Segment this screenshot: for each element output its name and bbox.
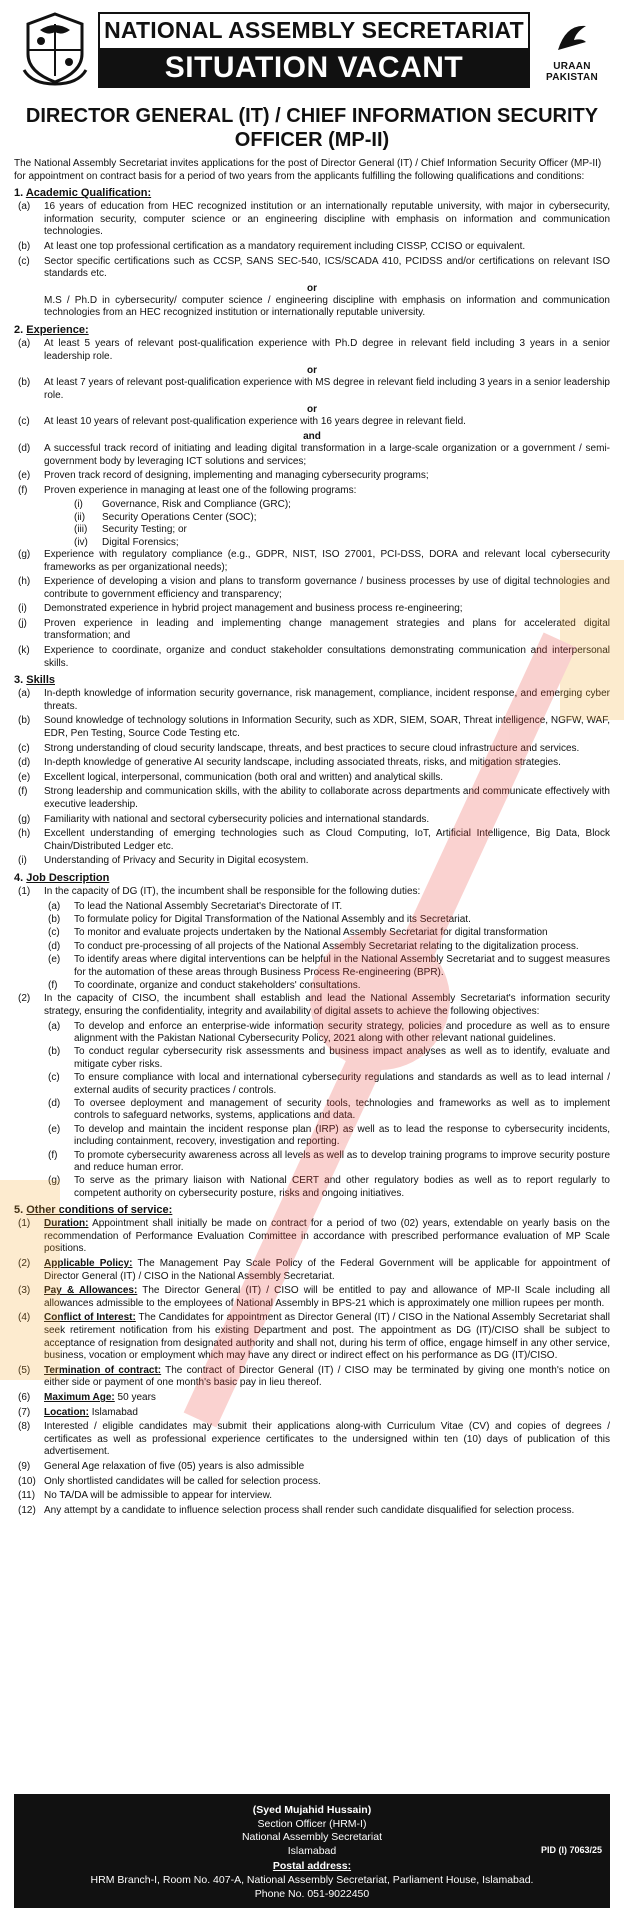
ad-footer	[14, 1794, 610, 1908]
sub-item-text: To oversee deployment and management of security tools, technologies and frameworks as well as to implement controls to safeguard networks, systems, applications and data.	[74, 1098, 610, 1122]
condition-label: Maximum Age:	[44, 1392, 115, 1403]
sub-item-text: To formulate policy for Digital Transformation of the National Assembly and its Secretariat.	[74, 913, 471, 925]
sub-item-text: To monitor and evaluate projects undertaken by the National Assembly Secretariat for digital transformation	[74, 927, 548, 939]
or-separator: or	[307, 365, 317, 377]
item-text: Proven experience in managing at least one of the following programs:	[44, 484, 357, 496]
condition-text: The Candidates for appointment as Director General (IT) / CISO in the National Assembly Secretariat shall seek retirement notification from his existing Department and post. The appointment as DG (IT)/CISO shall be subject to acceptance of resignation from designated authority and shall not, during his term of office, engage himself in any other service, business, vocation or employment which may have any direct or indirect effect on his performance as DG (IT)/CISO.	[44, 1312, 610, 1362]
sub-item: (a) To develop and enforce an enterprise-wide information security strategy, policies and procedure as well as to ensure alignment with the Pakistan National Cybersecurity Policy, 2021 along with other relevant national guidelines.	[48, 1020, 610, 1044]
section-skills	[14, 674, 610, 686]
pid-number: PID (I) 7063/25	[540, 1845, 602, 1855]
condition-label: Duration:	[44, 1218, 89, 1230]
list-item: (10) Only shortlisted candidates will be called for selection process.	[14, 1476, 610, 1489]
sub-item: (b) To conduct regular cybersecurity risk assessments and business impact analyses as well as to identify, evaluate and mitigate cyber risks.	[48, 1046, 610, 1070]
sub-item: (c) To ensure compliance with local and international cybersecurity regulations and standards as well as to lead internal / external audits of security practices / controls.	[48, 1072, 610, 1096]
signatory-city: Islamabad	[287, 1844, 337, 1857]
list-item: (e) Proven track record of designing, implementing and managing cybersecurity programs;	[14, 470, 610, 483]
sub-item: (g) To serve as the primary liaison with National CERT and other regulatory bodies as well as to report regularly to competent authority on cybersecurity posture, risks and ongoing initiatives.	[48, 1175, 610, 1199]
sub-item-text: To promote cybersecurity awareness across all levels as well as to develop training programs to improve security posture and reduce human error.	[74, 1149, 610, 1174]
uraan-bird-icon	[552, 20, 592, 56]
condition-text: 50 years	[117, 1392, 156, 1403]
list-item: (g) Experience with regulatory compliance (e.g., GDPR, NIST, ISO 27001, PCI-DSS, DORA and relevant local cybersecurity frameworks as per organizational needs);	[18, 548, 610, 573]
signatory-name: (Syed Mujahid Hussain)	[252, 1804, 372, 1816]
item-text: Strong understanding of cloud security landscape, threats, and best practices to secure cloud infrastructure and services.	[44, 742, 580, 754]
item-text: Strong leadership and communication skills, with the ability to collaborate across departments and communicate effectively with executive leadership.	[44, 786, 610, 810]
list-item: (i) Understanding of Privacy and Security in Digital ecosystem.	[14, 855, 610, 868]
sub-item-text: To develop and enforce an enterprise-wide information security strategy, policies and procedure as well as to ensure alignment with the Pakistan National Cybersecurity Policy, 2021 along with other relevant national guidelines.	[74, 1020, 610, 1044]
list-item: (k) Experience to coordinate, organize and conduct stakeholder consultations demonstrating communication and interpersonal skills.	[18, 645, 610, 669]
or-separator: or	[307, 404, 317, 416]
list-item: (h) Excellent understanding of emerging technologies such as Cloud Computing, IoT, Artificial Intelligence, Big Data, Block Chain/Distributed Ledger etc.	[18, 828, 610, 852]
sub-item: (f) To promote cybersecurity awareness across all levels as well as to develop training programs to improve security posture and reduce human error.	[48, 1149, 610, 1174]
section-number: 5.	[14, 1204, 24, 1217]
sub-item: (iv) Digital Forensics;	[74, 536, 179, 548]
postal-address-label: Postal address:	[272, 1860, 352, 1873]
section-job-description	[14, 872, 610, 884]
sub-item-text: Security Testing; or	[102, 524, 187, 536]
item-text: Proven track record of designing, implementing and managing cybersecurity programs;	[44, 470, 429, 482]
condition-text: The Director General (IT) / CISO will be entitled to pay and allowance of MP-II Scale including all allowances admissible to the employees of National Assembly in BPS-21 which is approximately one million rupees per month.	[44, 1285, 610, 1309]
condition-label: Pay & Allowances:	[44, 1285, 138, 1297]
condition-text: Appointment shall initially be made on contract for a period of two (02) years, extendable on yearly basis on the recommendation of Performance Evaluation Committee in accordance with prescribed performance evaluation of MP Scale positions.	[44, 1218, 610, 1255]
sub-item-text: To conduct pre-processing of all projects of the National Assembly Secretariat relating to the digitalization process.	[74, 940, 579, 952]
section-number: 4.	[14, 871, 24, 884]
item-text: Excellent logical, interpersonal, communication (both oral and written) and analytical skills.	[44, 771, 444, 783]
section-heading: Other conditions of service:	[26, 1204, 173, 1217]
item-text: Sound knowledge of technology solutions in Information Security, such as XDR, SIEM, SOAR, Threat intelligence, NGFW, WAF, EDR, Pen Testing, Source Code Testing etc.	[44, 715, 610, 740]
sub-item-text: Digital Forensics;	[102, 536, 179, 548]
list-item: (8) Interested / eligible candidates may submit their applications along-with Curriculum Vitae (CV) and copies of degrees / certificates as well as professional experience certificates to the undersigned within ten (10) days of publication of this advertisement.	[18, 1421, 610, 1458]
condition-text: No TA/DA will be admissible to appear for interview.	[44, 1490, 273, 1502]
condition-label: Termination of contract:	[44, 1364, 162, 1376]
list-item: (7) Location: Islamabad	[18, 1406, 138, 1418]
or-separator: or	[307, 282, 317, 294]
sub-item: (d) To oversee deployment and management of security tools, technologies and frameworks as well as to implement controls to safeguard networks, systems, applications and data.	[48, 1098, 610, 1122]
list-item: (4) Conflict of Interest: The Candidates for appointment as Director General (IT) / CISO in the National Assembly Secretariat shall seek retirement notification from his existing Department and post. The appointment as DG (IT)/CISO shall be subject to acceptance of resignation from designated authority and shall not, during his term of office, engage himself in any other service, business, vocation or employment which may have any direct or indirect effect on his performance as DG (IT)/CISO.	[18, 1312, 610, 1362]
list-item: (g) Familiarity with national and sectoral cybersecurity policies and international standards.	[14, 814, 610, 827]
list-item: (2) Applicable Policy: The Management Pay Scale Policy of the Federal Government will be applicable for appointment of Director General (IT) / CISO in the National Assembly Secretariat.	[18, 1258, 610, 1282]
condition-text: Any attempt by a candidate to influence selection process shall render such candidate disqualified for selection process.	[44, 1504, 575, 1516]
section-number: 2.	[14, 323, 24, 336]
list-item: (f) Proven experience in managing at least one of the following programs:	[14, 485, 610, 498]
item-text: Experience to coordinate, organize and conduct stakeholder consultations demonstrating communication and interpersonal skills.	[44, 645, 610, 669]
list-item: (d) A successful track record of initiating and leading digital transformation in a large-scale organization or a government / semi-government body by leveraging ICT solutions and services;	[18, 442, 610, 467]
item-text: Demonstrated experience in hybrid project management and business process re-engineering;	[44, 603, 463, 615]
item-text: Familiarity with national and sectoral cybersecurity policies and international standards.	[44, 813, 430, 825]
sub-item-text: Security Operations Center (SOC);	[102, 511, 257, 523]
sub-item-text: To lead the National Assembly Secretariat's Directorate of IT.	[74, 900, 343, 912]
ad-header	[14, 6, 610, 98]
condition-label: Conflict of Interest:	[44, 1312, 136, 1324]
list-item: (c) Sector specific certifications such as CCSP, SANS SEC-540, ICS/SCADA 410, PCIDSS and/or certifications on relevant ISO standards etc.	[18, 255, 610, 280]
item-text: In the capacity of CISO, the incumbent shall establish and lead the National Assembly Secretariat's information security strategy, ensuring the confidentiality, integrity and availability of digital assets to achieve the following objectives:	[44, 993, 610, 1017]
condition-text: The contract of Director General (IT) / CISO may be terminated by giving one month's notice on either side or payment of one month's basic pay in lieu thereof.	[44, 1364, 610, 1389]
list-item: (c) At least 10 years of relevant post-qualification experience with 16 years degree in relevant field.	[14, 416, 610, 429]
condition-text: Interested / eligible candidates may submit their applications along-with Curriculum Vitae (CV) and copies of degrees / certificates as well as professional experience certificates to the undersigned within ten (10) days of publication of this advertisement.	[44, 1421, 610, 1458]
item-text: A successful track record of initiating and leading digital transformation in a large-scale organization or a government / semi-government body by leveraging ICT solutions and services;	[44, 442, 610, 467]
list-item: (i) Demonstrated experience in hybrid project management and business process re-engineering;	[14, 603, 610, 616]
list-item: (c) Strong understanding of cloud security landscape, threats, and best practices to secure cloud infrastructure and services.	[14, 743, 610, 756]
item-text: At least 5 years of relevant post-qualification experience with Ph.D degree in relevant field including 3 years in a senior leadership role.	[44, 337, 610, 362]
item-text: Understanding of Privacy and Security in Digital ecosystem.	[44, 855, 309, 867]
list-item: (9) General Age relaxation of five (05) years is also admissible	[14, 1461, 610, 1474]
sub-item: (iii) Security Testing; or	[74, 524, 187, 536]
item-text: M.S / Ph.D in cybersecurity/ computer science / engineering discipline with emphasis on information and communication technologies from an HEC recognized institution or internationally reputable university.	[44, 294, 610, 319]
organization-name: NATIONAL ASSEMBLY SECRETARIAT	[98, 12, 530, 50]
section-other-conditions	[14, 1204, 610, 1216]
list-item: (e) Excellent logical, interpersonal, communication (both oral and written) and analytical skills.	[14, 772, 610, 785]
list-item: (j) Proven experience in leading and implementing change management strategies and plans for accelerated digital transformation; and	[18, 617, 610, 642]
sub-item-text: To identify areas where digital interventions can be helpful in the National Assembly Secretariat and to suggest measures for the automation of these areas through Business Process Re-engineering (BPR).	[74, 954, 610, 978]
condition-text: The Management Pay Scale Policy of the Federal Government will be applicable for appointment of Director General (IT) / CISO in the National Assembly Secretariat.	[44, 1258, 610, 1282]
item-text: Sector specific certifications such as CCSP, SANS SEC-540, ICS/SCADA 410, PCIDSS and/or certifications on relevant ISO standards etc.	[44, 255, 610, 280]
list-item: (2) In the capacity of CISO, the incumbent shall establish and lead the National Assembly Secretariat's information security strategy, ensuring the confidentiality, integrity and availability of digital assets to achieve the following objectives:	[18, 993, 610, 1017]
sub-item-text: To ensure compliance with local and international cybersecurity regulations and standards as well as to lead internal / external audits of security practices / controls.	[74, 1072, 610, 1096]
postal-address: HRM Branch-I, Room No. 407-A, National Assembly Secretariat, Parliament House, Islamabad.	[90, 1873, 534, 1886]
sub-item: (a) To lead the National Assembly Secretariat's Directorate of IT.	[48, 901, 610, 913]
list-item: (a) 16 years of education from HEC recognized institution or an internationally reputable university, with major in cybersecurity, information security, computer science or an engineering discipline with emphasis on information and communication technologies.	[18, 201, 610, 238]
item-text: In-depth knowledge of information security governance, risk management, compliance, incident response, and emerging cyber threats.	[44, 688, 610, 712]
sub-item-text: To coordinate, organize and conduct stakeholders' consultations.	[74, 980, 361, 991]
item-text: Experience with regulatory compliance (e.g., GDPR, NIST, ISO 27001, PCI-DSS, DORA and relevant local cybersecurity frameworks as per organizational needs);	[44, 548, 610, 573]
signatory-designation: Section Officer (HRM-I)	[257, 1817, 367, 1830]
sub-item: (e) To identify areas where digital interventions can be helpful in the National Assembly Secretariat and to suggest measures for the automation of these areas through Business Process Re-engineering (BPR).	[48, 954, 610, 978]
item-text: Excellent understanding of emerging technologies such as Cloud Computing, IoT, Artificial Intelligence, Big Data, Block Chain/Distributed Ledger etc.	[44, 828, 610, 852]
list-item: (1) In the capacity of DG (IT), the incumbent shall be responsible for the following duties:	[14, 886, 610, 899]
list-item: (1) Duration: Appointment shall initially be made on contract for a period of two (02) years, extendable on yearly basis on the recommendation of Performance Evaluation Committee in accordance with prescribed performance evaluation of MP Scale positions.	[18, 1218, 610, 1255]
section-heading: Skills	[26, 674, 55, 687]
item-text: In the capacity of DG (IT), the incumbent shall be responsible for the following duties:	[44, 885, 421, 897]
intro-paragraph: The National Assembly Secretariat invites applications for the post of Director General (IT) / Chief Information Security Officer (MP-II) for appointment on contract basis for a period of two years from the applicants fulfilling the following qualifications and conditions:	[14, 158, 602, 182]
condition-label: Location:	[44, 1406, 89, 1418]
sub-item-text: To serve as the primary liaison with National CERT and other regulatory bodies as well as to report regularly to competent authority on cybersecurity posture, risks and ongoing initiatives.	[74, 1175, 610, 1199]
sub-item: (d) To conduct pre-processing of all projects of the National Assembly Secretariat relating to the digitalization process.	[48, 941, 610, 953]
pakistan-emblem-icon	[20, 10, 90, 86]
condition-text: General Age relaxation of five (05) years is also admissible	[44, 1460, 305, 1472]
list-item: (b) At least 7 years of relevant post-qualification experience with MS degree in relevant field including 3 years in a senior leadership role.	[18, 377, 610, 401]
list-item: (a) At least 5 years of relevant post-qualification experience with Ph.D degree in relevant field including 3 years in a senior leadership role.	[18, 337, 610, 362]
condition-text: Islamabad	[91, 1406, 138, 1418]
sub-item: (f) To coordinate, organize and conduct stakeholders' consultations.	[48, 980, 610, 992]
list-item: (f) Strong leadership and communication skills, with the ability to collaborate across departments and communicate effectively with executive leadership.	[18, 786, 610, 810]
sub-item: (i) Governance, Risk and Compliance (GRC);	[74, 499, 291, 511]
section-heading: Academic Qualification:	[25, 187, 152, 200]
section-number: 1.	[14, 187, 24, 200]
list-item: (h) Experience of developing a vision and plans to transform governance / business processes by use of digital technologies and contribute to government efficiency and transparency;	[18, 576, 610, 600]
sub-item: (b) To formulate policy for Digital Transformation of the National Assembly and its Secretariat.	[48, 914, 610, 926]
item-text: At least 10 years of relevant post-qualification experience with 16 years degree in relevant field.	[44, 416, 466, 428]
list-item: (b) At least one top professional certification as a mandatory requirement including CISSP, CCISO or equivalent.	[14, 241, 610, 254]
signatory-office: National Assembly Secretariat	[241, 1831, 383, 1844]
sub-item-text: Governance, Risk and Compliance (GRC);	[102, 499, 291, 511]
sub-item-text: To develop and maintain the incident response plan (IRP) as well as to lead the response to cybersecurity incidents, including containment, recovery, investigation and reporting.	[74, 1123, 610, 1148]
item-text: At least one top professional certification as a mandatory requirement including CISSP, CCISO or equivalent.	[44, 240, 526, 252]
item-text: In-depth knowledge of generative AI security landscape, including associated threats, risks, and mitigation strategies.	[44, 757, 561, 769]
section-heading: Experience:	[26, 323, 89, 336]
item-text: Experience of developing a vision and plans to transform governance / business processes by use of digital technologies and contribute to government efficiency and transparency;	[44, 576, 610, 600]
list-item: (b) Sound knowledge of technology solutions in Information Security, such as XDR, SIEM, SOAR, Threat intelligence, NGFW, WAF, EDR, Pen Testing, Source Code Testing etc.	[18, 715, 610, 740]
section-experience	[14, 324, 610, 336]
phone-number: Phone No. 051-9022450	[254, 1887, 370, 1900]
list-item: (6) Maximum Age: 50 years	[18, 1392, 156, 1403]
list-item: (d) In-depth knowledge of generative AI security landscape, including associated threats, risks, and mitigation strategies.	[14, 757, 610, 770]
list-item: (11) No TA/DA will be admissible to appear for interview.	[14, 1490, 610, 1503]
uraan-pakistan-logo	[540, 20, 604, 88]
list-item	[14, 295, 610, 320]
post-title: DIRECTOR GENERAL (IT) / CHIEF INFORMATION SECURITY OFFICER (MP-II)	[25, 105, 599, 151]
sub-item-text: To conduct regular cybersecurity risk assessments and business impact analyses as well as to identify, evaluate and mitigate cyber risks.	[74, 1046, 610, 1070]
list-item: (a) In-depth knowledge of information security governance, risk management, compliance, incident response, and emerging cyber threats.	[18, 688, 610, 712]
sub-item: (e) To develop and maintain the incident response plan (IRP) as well as to lead the response to cybersecurity incidents, including containment, recovery, investigation and reporting.	[48, 1123, 610, 1148]
condition-text: Only shortlisted candidates will be called for selection process.	[44, 1475, 321, 1487]
item-text: Proven experience in leading and implementing change management strategies and plans for accelerated digital transformation; and	[44, 617, 610, 642]
section-heading: Job Description	[26, 871, 110, 884]
list-item: (12) Any attempt by a candidate to influence selection process shall render such candidate disqualified for selection process.	[14, 1505, 610, 1518]
list-item: (5) Termination of contract: The contract of Director General (IT) / CISO may be terminated by giving one month's notice on either side or payment of one month's basic pay in lieu thereof.	[18, 1364, 610, 1389]
sub-item: (c) To monitor and evaluate projects undertaken by the National Assembly Secretariat for digital transformation	[48, 927, 610, 939]
item-text: At least 7 years of relevant post-qualification experience with MS degree in relevant field including 3 years in a senior leadership role.	[44, 377, 610, 401]
section-academic-qualification	[14, 187, 610, 199]
item-text: 16 years of education from HEC recognized institution or an internationally reputable university, with major in cybersecurity, information security, computer science or an engineering discipline with emphasis on information and communication technologies.	[44, 201, 610, 238]
list-item: (3) Pay & Allowances: The Director General (IT) / CISO will be entitled to pay and allowance of MP-II Scale including all allowances admissible to the employees of National Assembly in BPS-21 which is approximately one million rupees per month.	[18, 1285, 610, 1309]
ad-title: SITUATION VACANT	[98, 48, 530, 88]
condition-label: Applicable Policy:	[44, 1258, 133, 1270]
and-separator: and	[303, 430, 321, 442]
section-number: 3.	[14, 674, 24, 687]
sub-item: (ii) Security Operations Center (SOC);	[74, 511, 257, 523]
uraan-logo-text: URAAN PAKISTAN	[545, 61, 599, 83]
